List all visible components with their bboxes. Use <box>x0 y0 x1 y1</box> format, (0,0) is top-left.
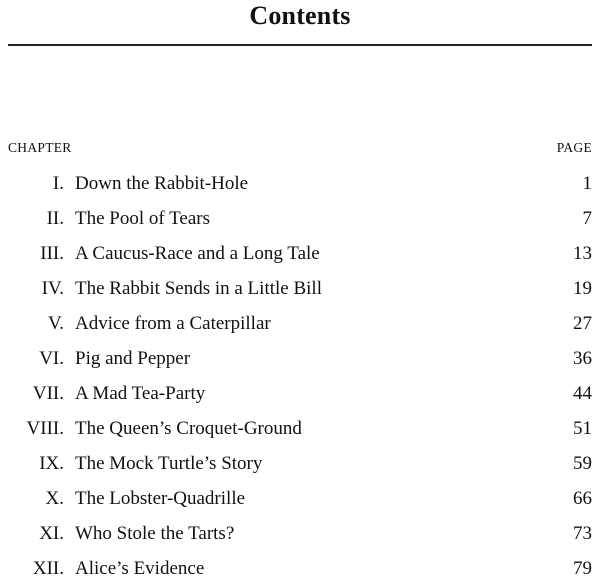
chapter-numeral: X. <box>45 488 64 509</box>
chapter-page-number: 44 <box>573 383 592 404</box>
chapter-page-number: 36 <box>573 348 592 369</box>
chapter-numeral: XII. <box>32 558 64 579</box>
chapter-title: A Mad Tea-Party <box>75 383 206 404</box>
chapter-numeral: I. <box>52 173 64 194</box>
chapter-numeral: XI. <box>39 523 64 544</box>
toc-entry[interactable] <box>0 516 600 551</box>
chapter-page-number: 59 <box>573 453 592 474</box>
toc-entry[interactable] <box>0 341 600 376</box>
toc-entry[interactable] <box>0 446 600 481</box>
chapter-numeral: VII. <box>32 383 64 404</box>
toc-entry[interactable] <box>0 271 600 306</box>
chapter-title: Advice from a Caterpillar <box>75 313 271 334</box>
chapter-page-number: 51 <box>573 418 592 439</box>
chapter-page-number: 79 <box>573 558 592 579</box>
toc-entry[interactable] <box>0 481 600 516</box>
chapter-page-number: 13 <box>573 243 592 264</box>
chapter-title: The Rabbit Sends in a Little Bill <box>75 278 322 299</box>
chapter-title: The Pool of Tears <box>75 208 210 229</box>
page-title: Contents <box>249 1 351 30</box>
chapter-numeral: V. <box>47 313 64 334</box>
toc-entry[interactable] <box>0 551 600 586</box>
chapter-numeral: VIII. <box>26 418 64 439</box>
chapter-title: The Lobster-Quadrille <box>75 488 246 509</box>
chapter-title: Pig and Pepper <box>75 348 191 369</box>
toc-entry[interactable] <box>0 306 600 341</box>
toc-entry[interactable] <box>0 411 600 446</box>
chapter-title: The Mock Turtle’s Story <box>75 453 263 474</box>
chapter-page-number: 7 <box>582 208 592 229</box>
toc-entry[interactable] <box>0 236 600 271</box>
chapter-numeral: II. <box>46 208 64 229</box>
chapter-page-number: 66 <box>573 488 592 509</box>
chapter-numeral: IV. <box>41 278 64 299</box>
table-of-contents <box>0 166 600 586</box>
title-divider <box>8 44 592 46</box>
toc-entry[interactable] <box>0 201 600 236</box>
toc-entry[interactable] <box>0 166 600 201</box>
chapter-page-number: 1 <box>582 173 592 194</box>
page-column-label: PAGE <box>556 140 592 155</box>
chapter-title: The Queen’s Croquet-Ground <box>75 418 302 439</box>
chapter-column-label: CHAPTER <box>8 140 72 155</box>
chapter-title: A Caucus-Race and a Long Tale <box>75 243 320 264</box>
chapter-numeral: VI. <box>39 348 64 369</box>
chapter-title: Alice’s Evidence <box>75 558 205 579</box>
chapter-title: Down the Rabbit-Hole <box>75 173 249 194</box>
column-header-row <box>0 140 600 160</box>
chapter-numeral: IX. <box>39 453 64 474</box>
chapter-page-number: 73 <box>573 523 592 544</box>
chapter-numeral: III. <box>40 243 64 264</box>
chapter-page-number: 27 <box>573 313 592 334</box>
toc-entry[interactable] <box>0 376 600 411</box>
chapter-page-number: 19 <box>573 278 592 299</box>
chapter-title: Who Stole the Tarts? <box>75 523 235 544</box>
